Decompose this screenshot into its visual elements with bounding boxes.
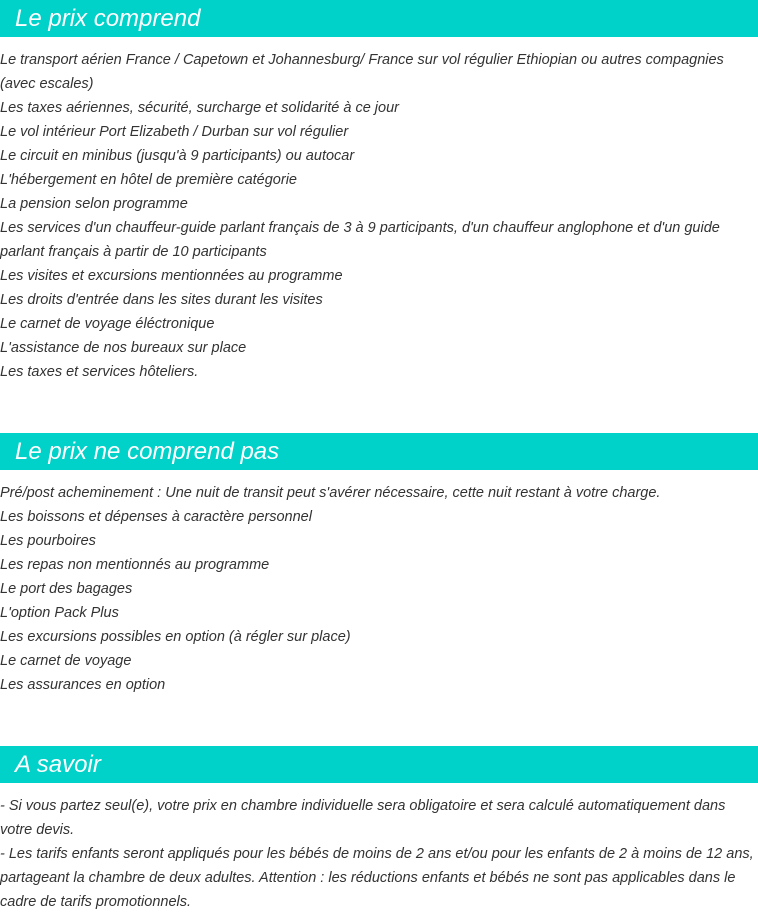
list-item: L'hébergement en hôtel de première catégorie [0, 172, 297, 188]
section-price-excludes [0, 433, 758, 697]
section-title: Le prix ne comprend pas [0, 433, 758, 470]
list-item: Le carnet de voyage [0, 653, 132, 669]
list-item: Le port des bagages [0, 581, 133, 597]
list-item: Le carnet de voyage éléctronique [0, 316, 215, 332]
list-item: Les assurances en option [0, 677, 166, 693]
list-item: - Si vous partez seul(e), votre prix en chambre individuelle sera obligatoire et sera calculé automatiquement dans votre devis. [0, 798, 726, 838]
list-item: Pré/post acheminement : Une nuit de transit peut s'avérer nécessaire, cette nuit restant à votre charge. [0, 485, 661, 501]
list-item: Les pourboires [0, 533, 96, 549]
list-item: Les excursions possibles en option (à régler sur place) [0, 629, 351, 645]
list-item: Le vol intérieur Port Elizabeth / Durban sur vol régulier [0, 124, 349, 140]
included-list [0, 48, 758, 384]
list-item: L'option Pack Plus [0, 605, 119, 621]
list-item: Les repas non mentionnés au programme [0, 557, 270, 573]
list-item: L'assistance de nos bureaux sur place [0, 340, 247, 356]
list-item: Les taxes aériennes, sécurité, surcharge et solidarité à ce jour [0, 100, 399, 116]
list-item: Les taxes et services hôteliers. [0, 364, 199, 380]
section-price-includes [0, 0, 758, 384]
list-item: Les droits d'entrée dans les sites durant les visites [0, 292, 323, 308]
list-item: Les boissons et dépenses à caractère personnel [0, 509, 312, 525]
section-good-to-know [0, 746, 758, 914]
list-item: Les visites et excursions mentionnées au programme [0, 268, 343, 284]
info-list [0, 794, 758, 914]
list-item: La pension selon programme [0, 196, 188, 212]
section-title: A savoir [0, 746, 758, 783]
list-item: Le transport aérien France / Capetown et Johannesburg/ France sur vol régulier Ethiopian ou autres compagnies (avec escales) [0, 52, 724, 92]
list-item: - Les tarifs enfants seront appliqués pour les bébés de moins de 2 ans et/ou pour les enfants de 2 à moins de 12 ans, partageant la chambre de deux adultes. Attention : les réductions enfants et bébés ne sont pas applicables dans le cadre de tarifs promotionnels. [0, 846, 754, 910]
section-title: Le prix comprend [0, 0, 758, 37]
list-item: Les services d'un chauffeur-guide parlant français de 3 à 9 participants, d'un chauffeur anglophone et d'un guide parlant français à partir de 10 participants [0, 220, 720, 260]
list-item: Le circuit en minibus (jusqu'à 9 participants) ou autocar [0, 148, 355, 164]
excluded-list [0, 481, 758, 697]
